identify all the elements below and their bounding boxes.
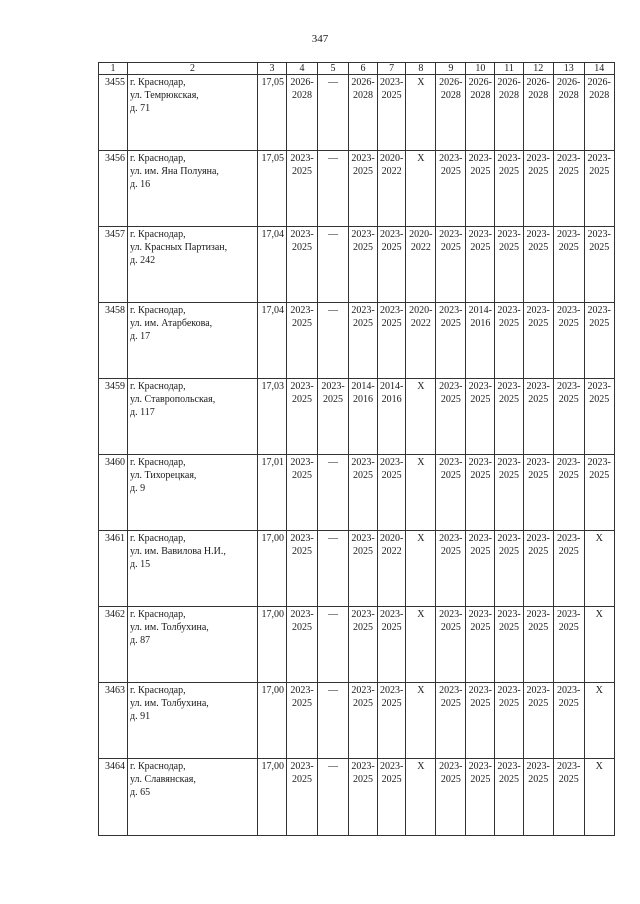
period-cell: 2020-2022 [378,531,406,607]
period-cell: 2023-2025 [523,379,553,455]
column-header-14: 14 [584,63,614,75]
period-cell: 2023-2025 [287,227,318,303]
column-header-12: 12 [523,63,553,75]
period-cell: — [318,455,349,531]
period-cell: 2023-2025 [378,683,406,759]
address-line: ул. Темрюкская, [130,90,199,101]
column-header-8: 8 [406,63,436,75]
value-cell: 17,01 [258,455,287,531]
period-cell: 2020-2022 [406,303,436,379]
table-row [99,151,615,227]
address-line: ул. им. Атарбекова, [130,318,213,329]
address-cell [128,379,258,455]
period-cell: 2023-2025 [466,151,495,227]
period-cell: 2023-2025 [553,607,584,683]
period-cell: 2023-2025 [495,683,523,759]
period-cell: 2023-2025 [318,379,349,455]
period-cell: 2026-2028 [584,75,614,151]
period-cell: 2023-2025 [287,607,318,683]
column-header-13: 13 [553,63,584,75]
row-number: 3455 [99,75,128,151]
period-cell: 2023-2025 [436,455,466,531]
period-cell: 2023-2025 [287,759,318,836]
period-cell: 2023-2025 [495,303,523,379]
address-line: г. Краснодар, [130,153,186,164]
address-line: д. 242 [130,255,156,266]
period-cell: 2023-2025 [584,303,614,379]
period-cell: 2023-2025 [436,379,466,455]
period-cell: 2023-2025 [378,303,406,379]
period-cell: X [406,75,436,151]
period-cell: X [406,531,436,607]
period-cell: 2023-2025 [466,455,495,531]
period-cell: 2023-2025 [349,759,378,836]
period-cell: 2020-2022 [378,151,406,227]
table-row [99,455,615,531]
column-header-11: 11 [495,63,523,75]
table-row [99,75,615,151]
address-line: г. Краснодар, [130,381,186,392]
address-line: г. Краснодар, [130,229,186,240]
value-cell: 17,04 [258,227,287,303]
address-cell [128,683,258,759]
period-cell: X [406,683,436,759]
address-line: г. Краснодар, [130,305,186,316]
column-header-4: 4 [287,63,318,75]
period-cell: 2023-2025 [349,607,378,683]
address-line: ул. им. Вавилова Н.И., [130,546,226,557]
period-cell: 2023-2025 [436,151,466,227]
address-line: г. Краснодар, [130,761,186,772]
value-cell: 17,03 [258,379,287,455]
period-cell: — [318,151,349,227]
address-line: д. 87 [130,635,151,646]
address-line: ул. им. Яна Полуяна, [130,166,219,177]
period-cell: 2023-2025 [378,759,406,836]
period-cell: 2023-2025 [523,227,553,303]
row-number: 3461 [99,531,128,607]
period-cell: X [406,379,436,455]
address-line: д. 117 [130,407,155,418]
period-cell: 2026-2028 [495,75,523,151]
address-cell [128,607,258,683]
period-cell: 2023-2025 [523,759,553,836]
period-cell: 2023-2025 [523,531,553,607]
table-body [99,75,615,836]
period-cell: 2023-2025 [287,303,318,379]
column-header-3: 3 [258,63,287,75]
column-header-1: 1 [99,63,128,75]
value-cell: 17,05 [258,75,287,151]
period-cell: — [318,759,349,836]
period-cell: 2023-2025 [349,683,378,759]
period-cell: X [584,759,614,836]
row-number: 3462 [99,607,128,683]
period-cell: 2023-2025 [584,151,614,227]
period-cell: X [406,607,436,683]
period-cell: 2023-2025 [378,227,406,303]
period-cell: 2023-2025 [495,607,523,683]
value-cell: 17,00 [258,683,287,759]
period-cell: X [584,607,614,683]
period-cell: X [584,531,614,607]
address-line: ул. им. Толбухина, [130,698,209,709]
address-line: д. 9 [130,483,146,494]
value-cell: 17,00 [258,607,287,683]
period-cell: X [584,683,614,759]
address-line: г. Краснодар, [130,77,186,88]
column-number-row [99,63,615,75]
period-cell: 2026-2028 [523,75,553,151]
period-cell: 2023-2025 [436,227,466,303]
address-line: д. 65 [130,787,151,798]
period-cell: 2026-2028 [287,75,318,151]
value-cell: 17,05 [258,151,287,227]
address-cell [128,531,258,607]
period-cell: 2023-2025 [584,455,614,531]
period-cell: 2023-2025 [466,759,495,836]
period-cell: 2023-2025 [466,607,495,683]
address-cell [128,151,258,227]
address-cell [128,303,258,379]
period-cell: X [406,151,436,227]
table-row [99,303,615,379]
period-cell: 2023-2025 [436,531,466,607]
period-cell: 2023-2025 [495,379,523,455]
row-number: 3460 [99,455,128,531]
address-line: ул. Ставропольская, [130,394,216,405]
address-line: д. 91 [130,711,151,722]
period-cell: — [318,227,349,303]
period-cell: 2023-2025 [287,531,318,607]
address-line: г. Краснодар, [130,457,186,468]
address-cell [128,75,258,151]
period-cell: 2023-2025 [553,151,584,227]
value-cell: 17,00 [258,531,287,607]
address-cell [128,759,258,836]
table-row [99,683,615,759]
period-cell: 2023-2025 [378,455,406,531]
address-line: д. 16 [130,179,151,190]
period-cell: 2023-2025 [495,531,523,607]
period-cell: 2023-2025 [553,455,584,531]
period-cell: X [406,759,436,836]
column-header-7: 7 [378,63,406,75]
period-cell: 2023-2025 [466,227,495,303]
period-cell: 2023-2025 [466,379,495,455]
period-cell: 2023-2025 [436,303,466,379]
period-cell: 2026-2028 [553,75,584,151]
row-number: 3459 [99,379,128,455]
period-cell: 2023-2025 [436,759,466,836]
table-row [99,607,615,683]
period-cell: 2023-2025 [378,75,406,151]
register-table [98,62,615,836]
period-cell: 2023-2025 [349,227,378,303]
column-header-2: 2 [128,63,258,75]
period-cell: — [318,75,349,151]
period-cell: 2014-2016 [466,303,495,379]
period-cell: 2023-2025 [287,683,318,759]
period-cell: 2023-2025 [495,455,523,531]
address-line: ул. Красных Партизан, [130,242,228,253]
address-line: ул. Тихорецкая, [130,470,197,481]
period-cell: 2023-2025 [466,683,495,759]
page-number: 347 [311,33,329,45]
row-number: 3458 [99,303,128,379]
address-line: г. Краснодар, [130,685,186,696]
period-cell: 2023-2025 [349,531,378,607]
period-cell: 2023-2025 [553,531,584,607]
period-cell: 2023-2025 [287,379,318,455]
period-cell: 2023-2025 [349,303,378,379]
period-cell: 2023-2025 [287,455,318,531]
address-line: д. 71 [130,103,151,114]
period-cell: 2023-2025 [287,151,318,227]
value-cell: 17,00 [258,759,287,836]
table-row [99,227,615,303]
period-cell: 2023-2025 [584,379,614,455]
address-line: ул. им. Толбухина, [130,622,209,633]
address-line: д. 15 [130,559,151,570]
period-cell: 2023-2025 [436,683,466,759]
address-cell [128,227,258,303]
period-cell: 2023-2025 [553,379,584,455]
period-cell: 2023-2025 [523,455,553,531]
address-line: г. Краснодар, [130,533,186,544]
table-row [99,531,615,607]
period-cell: 2023-2025 [495,759,523,836]
row-number: 3464 [99,759,128,836]
address-cell [128,455,258,531]
address-line: д. 17 [130,331,151,342]
period-cell: 2023-2025 [523,683,553,759]
value-cell: 17,04 [258,303,287,379]
period-cell: 2023-2025 [523,607,553,683]
period-cell: 2014-2016 [378,379,406,455]
table-row [99,759,615,836]
period-cell: 2023-2025 [349,455,378,531]
period-cell: X [406,455,436,531]
row-number: 3457 [99,227,128,303]
column-header-10: 10 [466,63,495,75]
period-cell: 2020-2022 [406,227,436,303]
period-cell: 2014-2016 [349,379,378,455]
period-cell: 2023-2025 [495,227,523,303]
period-cell: 2023-2025 [553,759,584,836]
column-header-5: 5 [318,63,349,75]
period-cell: 2023-2025 [378,607,406,683]
period-cell: 2026-2028 [466,75,495,151]
period-cell: 2023-2025 [466,531,495,607]
period-cell: 2023-2025 [436,607,466,683]
period-cell: — [318,607,349,683]
period-cell: 2026-2028 [436,75,466,151]
period-cell: 2023-2025 [584,227,614,303]
period-cell: — [318,303,349,379]
period-cell: 2023-2025 [495,151,523,227]
table-row [99,379,615,455]
address-line: ул. Славянская, [130,774,196,785]
period-cell: — [318,531,349,607]
period-cell: 2023-2025 [523,151,553,227]
period-cell: 2023-2025 [553,227,584,303]
period-cell: 2023-2025 [349,151,378,227]
period-cell: 2026-2028 [349,75,378,151]
column-header-9: 9 [436,63,466,75]
period-cell: 2023-2025 [553,303,584,379]
column-header-6: 6 [349,63,378,75]
period-cell: 2023-2025 [523,303,553,379]
row-number: 3456 [99,151,128,227]
period-cell: — [318,683,349,759]
period-cell: 2023-2025 [553,683,584,759]
address-line: г. Краснодар, [130,609,186,620]
row-number: 3463 [99,683,128,759]
